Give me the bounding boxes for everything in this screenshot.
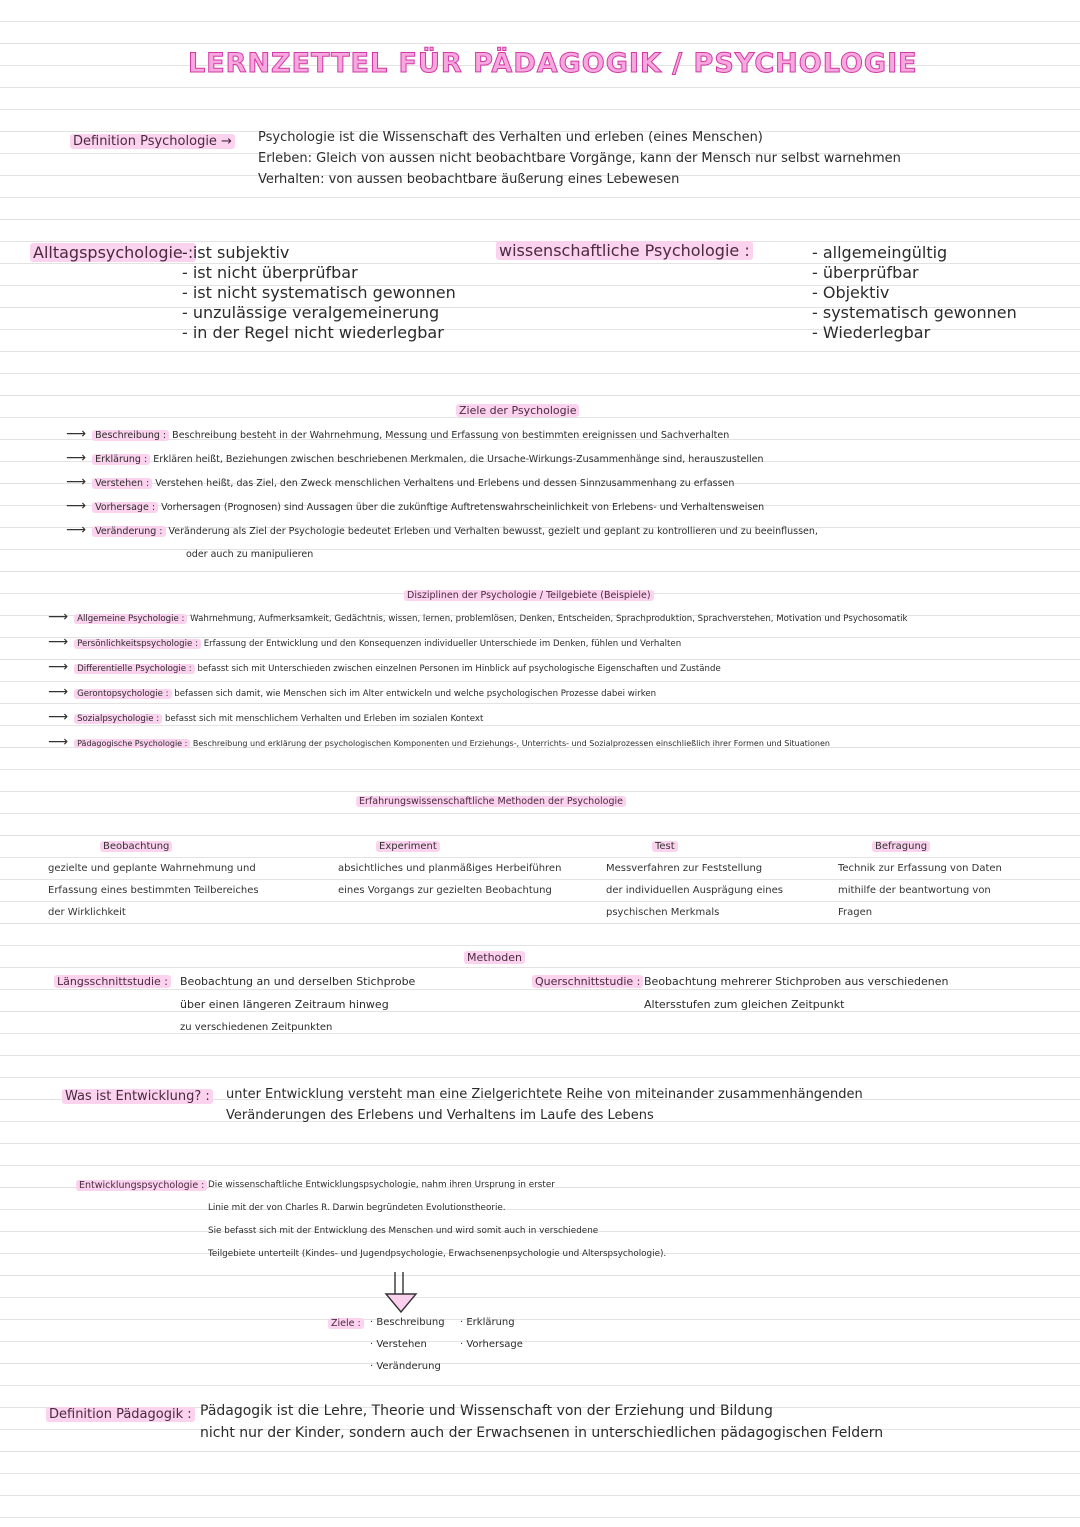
method-title: Experiment <box>376 841 440 852</box>
list-item: - ist subjektiv <box>182 243 290 262</box>
entwicklung-line: unter Entwicklung versteht man eine Zielgerichtete Reihe von miteinander zusammenhängenden <box>226 1087 863 1102</box>
list-item: - systematisch gewonnen <box>812 303 1017 322</box>
entwicklungspsychologie-line: Teilgebiete unterteilt (Kindes- und Jugendpsychologie, Erwachsenenpsychologie und Alterspsychologie). <box>208 1249 667 1259</box>
arrow-right-icon: ⟶ <box>48 659 69 675</box>
disziplin-text: Erfassung der Entwicklung und den Konsequenzen individueller Unterschiede im Denken, fühlen und Verhalten <box>203 639 682 649</box>
ziel-continuation: oder auch zu manipulieren <box>186 549 314 560</box>
ziel-term: Beschreibung : <box>92 430 169 441</box>
arrow-right-icon: ⟶ <box>48 634 69 650</box>
entwicklungspsychologie-line: Linie mit der von Charles R. Darwin begründeten Evolutionstheorie. <box>208 1203 506 1213</box>
ziel-term: Verstehen : <box>92 478 152 489</box>
ziel-item <box>66 423 818 447</box>
arrow-right-icon: ⟶ <box>66 498 87 514</box>
definition-line: Psychologie ist die Wissenschaft des Verhalten und erleben (eines Menschen) <box>258 130 763 145</box>
definition-paedagogik-label <box>46 1404 195 1425</box>
ziel-item <box>66 447 818 471</box>
ziel-text: Vorhersagen (Prognosen) sind Aussagen über die zukünftige Auftretenswahrscheinlichkeit von Erlebens- und Verhaltensweisen <box>161 502 765 513</box>
disziplin-term: Sozialpsychologie : <box>74 714 162 724</box>
arrow-right-icon: ⟶ <box>66 426 87 442</box>
ziel-bullet: · Veränderung <box>370 1361 441 1372</box>
methoden-erfahrung-heading-text: Erfahrungswissenschaftliche Methoden der Psychologie <box>356 796 626 807</box>
method-experiment <box>338 836 561 902</box>
alltagspsychologie-label <box>30 243 196 263</box>
method-line: absichtliches und planmäßiges Herbeiführen <box>338 863 562 874</box>
list-item: - allgemeingültig <box>812 243 948 262</box>
method-line: psychischen Merkmals <box>606 907 720 918</box>
entwicklungspsychologie-term <box>76 1174 207 1197</box>
entwicklungspsychologie-ziele-col2 <box>460 1312 523 1356</box>
entwicklungspsychologie-label: Entwicklungspsychologie : <box>76 1180 207 1191</box>
laengsschnitt-label: Längsschnittstudie : <box>54 975 171 988</box>
wissenschaftliche-psychologie-term: wissenschaftliche Psychologie : <box>496 241 753 260</box>
disziplin-text: befasst sich mit Unterschieden zwischen einzelnen Personen im Hinblick auf psychologische Eigenschaften und Zustände <box>197 664 721 674</box>
arrow-right-icon: ⟶ <box>48 709 69 725</box>
entwicklungspsychologie-text <box>208 1174 666 1266</box>
ziel-term: Erklärung : <box>92 454 150 465</box>
disziplin-item <box>48 731 907 755</box>
method-line: mithilfe der beantwortung von <box>838 885 991 896</box>
ziel-term: Vorhersage : <box>92 502 158 513</box>
alltagspsychologie-term: Alltagspsychologie : <box>30 243 196 262</box>
disziplin-text: Wahrnehmung, Aufmerksamkeit, Gedächtnis, wissen, lernen, problemlösen, Denken, Entscheiden, Sprachproduktion, Sprachverstehen, Motivation und Psychosomatik <box>190 614 908 624</box>
method-line: eines Vorgangs zur gezielten Beobachtung <box>338 885 552 896</box>
definition-line: nicht nur der Kinder, sondern auch der Erwachsenen in unterschiedlichen pädagogischen Feldern <box>200 1425 884 1441</box>
method-line: Technik zur Erfassung von Daten <box>838 863 1002 874</box>
method-title: Befragung <box>872 841 930 852</box>
method-line: Messverfahren zur Feststellung <box>606 863 763 874</box>
ziele-heading-text: Ziele der Psychologie <box>456 404 579 417</box>
definition-line: Erleben: Gleich von aussen nicht beobachtbare Vorgänge, kann der Mensch nur selbst warnehmen <box>258 151 901 166</box>
list-item: - in der Regel nicht wiederlegbar <box>182 323 444 342</box>
method-line: der individuellen Ausprägung eines <box>606 885 783 896</box>
methoden-heading <box>464 946 525 969</box>
ziel-item <box>66 519 818 543</box>
disziplin-item <box>48 631 907 656</box>
ziel-bullet: · Vorhersage <box>460 1339 523 1350</box>
arrow-right-icon: ⟶ <box>48 734 69 750</box>
definition-paedagogik-term: Definition Pädagogik : <box>46 1407 195 1422</box>
method-test <box>606 836 783 924</box>
list-item: - Wiederlegbar <box>812 323 931 342</box>
ziel-text: Verstehen heißt, das Ziel, den Zweck menschlichen Verhaltens und Erlebens und dessen Sinnzusammenhang zu erfassen <box>155 478 735 489</box>
disziplin-term: Persönlichkeitspsychologie : <box>74 639 201 649</box>
definition-paedagogik-text <box>200 1400 883 1444</box>
ziel-text: Erklären heißt, Beziehungen zwischen beschriebenen Merkmalen, die Ursache-Wirkungs-Zusammenhänge sind, herauszustellen <box>153 454 764 465</box>
method-line: Fragen <box>838 907 873 918</box>
arrow-right-icon: ⟶ <box>66 474 87 490</box>
wissenschaftliche-psychologie-label <box>496 241 753 261</box>
entwicklung-text <box>226 1084 863 1126</box>
definition-psychologie-label <box>70 131 235 152</box>
method-line: Beobachtung mehrerer Stichproben aus verschiedenen <box>644 975 949 988</box>
alltagspsychologie-list <box>182 243 456 343</box>
method-title: Beobachtung <box>100 841 172 852</box>
definition-line: Verhalten: von aussen beobachtbare äußerung eines Lebewesen <box>258 172 680 187</box>
entwicklung-label: Was ist Entwicklung? : <box>62 1089 213 1104</box>
ziel-bullet: · Verstehen <box>370 1339 427 1350</box>
arrow-right-icon: ⟶ <box>66 522 87 538</box>
disziplin-text: befasst sich mit menschlichem Verhalten und Erleben im sozialen Kontext <box>164 714 484 724</box>
definition-psychologie-term: Definition Psychologie → <box>70 134 235 149</box>
ziele-label: Ziele : <box>328 1318 364 1329</box>
method-line: Beobachtung an und derselben Stichprobe <box>180 975 416 988</box>
ziel-item <box>66 471 818 495</box>
disziplin-item <box>48 656 907 681</box>
method-title: Test <box>652 841 678 852</box>
arrow-right-icon: ⟶ <box>48 684 69 700</box>
wissenschaftliche-psychologie-list <box>812 243 1017 343</box>
list-item: - überprüfbar <box>812 263 919 282</box>
list-item: - Objektiv <box>812 283 890 302</box>
method-befragung <box>838 836 1002 924</box>
arrow-right-icon: ⟶ <box>48 609 69 625</box>
disziplin-item <box>48 606 907 631</box>
ziel-text: Veränderung als Ziel der Psychologie bedeutet Erleben und Verhalten bewusst, gezielt und geplant zu kontrollieren und zu beeinflussen, <box>168 526 818 537</box>
method-beobachtung <box>48 836 259 924</box>
ziel-term: Veränderung : <box>92 526 165 537</box>
entwicklung-line: Veränderungen des Erlebens und Verhaltens im Laufe des Lebens <box>226 1108 654 1123</box>
definition-psychologie-text <box>258 127 901 190</box>
method-line: über einen längeren Zeitraum hinweg <box>180 998 389 1011</box>
laengsschnitt-term <box>54 970 171 993</box>
entwicklungspsychologie-ziele-col1 <box>370 1312 445 1378</box>
ziel-text: Beschreibung besteht in der Wahrnehmung, Messung und Erfassung von bestimmten ereignissen und Sachverhalten <box>172 430 730 441</box>
disziplinen-heading <box>404 584 654 607</box>
disziplin-item <box>48 681 907 706</box>
disziplin-term: Allgemeine Psychologie : <box>74 614 187 624</box>
list-item: - ist nicht überprüfbar <box>182 263 358 282</box>
disziplin-text: Beschreibung und erklärung der psychologischen Komponenten und Erziehungs-, Unterrichts- und Sozialprozessen einschließlich ihrer Formen und Situationen <box>192 739 830 748</box>
ziel-bullet: · Beschreibung <box>370 1317 445 1328</box>
ziele-list <box>66 423 818 566</box>
disziplin-term: Pädagogische Psychologie : <box>74 739 190 748</box>
arrow-right-icon: ⟶ <box>66 450 87 466</box>
disziplin-term: Differentielle Psychologie : <box>74 664 195 674</box>
ziel-bullet: · Erklärung <box>460 1317 515 1328</box>
page-title: LERNZETTEL FÜR PÄDAGOGIK / PSYCHOLOGIE <box>188 48 918 79</box>
entwicklungspsychologie-line: Die wissenschaftliche Entwicklungspsychologie, nahm ihren Ursprung in erster <box>208 1180 555 1190</box>
list-item: - unzulässige veralgemeinerung <box>182 303 440 322</box>
methoden-erfahrung-heading <box>356 790 626 813</box>
ziele-heading <box>456 399 579 422</box>
entwicklung-term <box>62 1086 213 1107</box>
definition-line: Pädagogik ist die Lehre, Theorie und Wissenschaft von der Erziehung und Bildung <box>200 1403 773 1419</box>
entwicklungspsychologie-line: Sie befasst sich mit der Entwicklung des Menschen und wird somit auch in verschiedene <box>208 1226 599 1236</box>
method-line: Erfassung eines bestimmten Teilbereiches <box>48 885 259 896</box>
entwicklungspsychologie-ziele-label <box>328 1312 364 1335</box>
double-down-arrow-icon <box>383 1270 419 1316</box>
method-line: Altersstufen zum gleichen Zeitpunkt <box>644 998 845 1011</box>
method-line: gezielte und geplante Wahrnehmung und <box>48 863 256 874</box>
disziplin-item <box>48 706 907 731</box>
laengsschnitt-text <box>180 970 415 1039</box>
method-line: zu verschiedenen Zeitpunkten <box>180 1022 333 1033</box>
methoden-heading-text: Methoden <box>464 951 525 964</box>
method-line: der Wirklichkeit <box>48 907 126 918</box>
querschnitt-text <box>644 970 948 1016</box>
disziplin-term: Gerontopsychologie : <box>74 689 171 699</box>
querschnitt-label: Querschnittstudie : <box>532 975 643 988</box>
querschnitt-term <box>532 970 643 993</box>
disziplinen-heading-text: Disziplinen der Psychologie / Teilgebiete (Beispiele) <box>404 590 654 601</box>
list-item: - ist nicht systematisch gewonnen <box>182 283 456 302</box>
disziplin-text: befassen sich damit, wie Menschen sich im Alter entwickeln und welche psychologischen Prozesse dabei wirken <box>174 689 657 699</box>
disziplinen-list <box>48 606 907 755</box>
ziel-item <box>66 495 818 519</box>
